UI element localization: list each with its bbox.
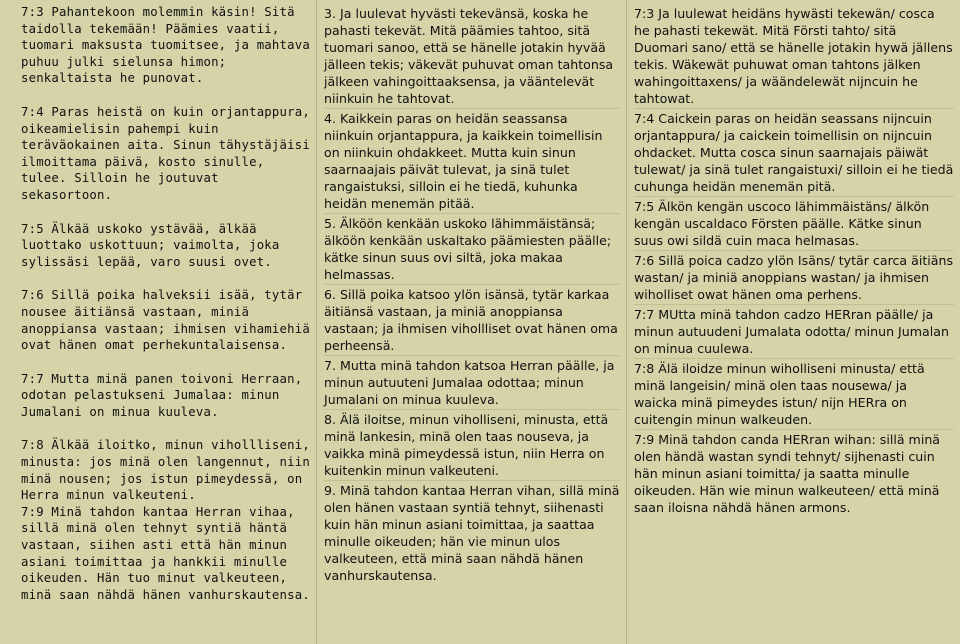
verse-7-8-modern: 7:8 Älkää iloitko, minun vihollliseni, minusta: jos minä olen langennut, niin minä nousen; jos istun pimeydessä, on Herra minun valkeuteni. <box>21 438 310 503</box>
column-1642-finnish <box>626 0 960 644</box>
verse-7-7-modern: 7:7 Mutta minä panen toivoni Herraan, odotan pelastukseni Jumalaa: minun Jumalani on minua kuuleva. <box>21 371 303 419</box>
verse-9-1776: 9. Minä tahdon kantaa Herran vihan, sillä minä olen hänen vastaan syntiä tehnyt, siihenasti kuin hän minun asiani toimittaa, ja saattaa minulle oikeuden; hän vie minun ulos valkeuteen, että minä saan nähdä hänen vanhurskautensa. <box>324 483 620 583</box>
verse-7-5-modern: 7:5 Älkää uskoko ystävää, älkää luottako uskottuun; vaimolta, joka sylissäsi lepää, varo suusi ovet. <box>21 221 280 269</box>
verse-7-1776: 7. Mutta minä tahdon katsoa Herran päälle, ja minun autuuteni Jumalaa odottaa; minun Jumalani on minua kuuleva. <box>324 356 620 410</box>
column-modern-finnish <box>0 0 316 644</box>
verse-7-4-modern: 7:4 Paras heistä on kuin orjantappura, oikeamielisin pahempi kuin teräväokainen aita. Sinun tähystäjäisi ilmoittama päivä, kosto sinulle, tulee. Silloin he joutuvat sekasortoon. <box>21 104 310 202</box>
verse-8-1776: 8. Älä iloitse, minun viholliseni, minusta, että minä lankesin, minä olen taas nouseva, ja vaikka minä pimeydessä istun, niin Herra on kuitenkin minun valkeuteni. <box>324 410 620 481</box>
verse-7-6-1642: 7:6 Sillä poica cadzo ylön Isäns/ tytär carca äitiäns wastan/ ja miniä anoppians wastan/ ja ihmisen wiholliset owat hänen oma perhens. <box>634 251 954 305</box>
verse-7-7-1642: 7:7 MUtta minä tahdon cadzo HERran päälle/ ja minun autuudeni Jumalata odotta/ minun Jumalan on minua cuulewa. <box>634 305 954 359</box>
verse-7-3-modern: 7:3 Pahantekoon molemmin käsin! Sitä taidolla tekemään! Päämies vaatii, tuomari maksusta tuomitsee, ja mahtava puhuu julki sielunsa himon; senkaltaista he punovat. <box>21 5 310 86</box>
verse-7-9-modern: 7:9 Minä tahdon kantaa Herran vihaa, sillä minä olen tehnyt syntiä häntä vastaan, siihen asti että hän minun asiani toimittaa ja hankkii minulle oikeuden. Hän tuo minut valkeuteen, minä saan nähdä hänen vanhurskautensa. <box>21 504 310 602</box>
verse-7-8-1642: 7:8 Älä iloidze minun wiholliseni minusta/ että minä langeisin/ minä olen taas nousewa/ ja waicka minä pimeydes istun/ nijn HERra on cuitengin minun walkeuden. <box>634 359 954 430</box>
verse-6-1776: 6. Sillä poika katsoo ylön isänsä, tytär karkaa äitiänsä vastaan, ja miniä anoppiansa vastaan; ja ihmisen vihollliset ovat hänen oma perheensä. <box>324 285 620 356</box>
verse-7-6-modern: 7:6 Sillä poika halveksii isää, tytär nousee äitiänsä vastaan, miniä anoppiansa vastaan; ihmisen vihamiehiä ovat hänen omat perhekuntalaisensa. <box>21 288 310 353</box>
verse-7-3-1642: 7:3 Ja luulewat heidäns hywästi tekewän/ cosca he pahasti tekewät. Mitä Försti tahto/ sitä Duomari sano/ että se hänelle jotakin hywä jällens tekis. Wäkewät puhuwat oman tahtons jälken wahingoittaxens/ ja wäändelewät nijncuin he tahtowat. <box>634 4 954 109</box>
verse-7-4-1642: 7:4 Caickein paras on heidän seassans nijncuin orjantappura/ ja caickein toimellisin on nijncuin ohdacket. Mutta cosca sinun saarnajais päiwät tulewat/ ja sinä tulet rangaistuxi/ silloin ei he tiedä cuhunga heidän menemän pitä. <box>634 109 954 197</box>
verse-5-1776: 5. Älköön kenkään uskoko lähimmäistänsä; älköön kenkään uskaltako päämiesten päälle; kätke sinun suus ovi siltä, joka makaa helmassas. <box>324 214 620 285</box>
column-1776-finnish <box>316 0 626 644</box>
verse-4-1776: 4. Kaikkein paras on heidän seassansa niinkuin orjantappura, ja kaikkein toimellisin on niinkuin ohdakkeet. Mutta kuin sinun saarnaajais päivät tulevat, ja sinä tulet rangaistuksi, silloin ei he tiedä, kuhunka heidän menemän pitää. <box>324 109 620 214</box>
verse-7-9-1642: 7:9 Minä tahdon canda HERran wihan: sillä minä olen händä wastan syndi tehnyt/ sijhenasti cuin hän minun asiani toimitta/ ja saatta minulle oikeuden. Hän wie minun walkeuteen/ että minä saan iloisna nähdä hänen armons. <box>634 432 941 515</box>
verse-7-5-1642: 7:5 Älkön kengän uscoco lähimmäistäns/ älkön kengän uscaldaco Försten päälle. Kätke sinun suus owi sildä cuin maca helmasas. <box>634 197 954 251</box>
verse-3-1776: 3. Ja luulevat hyvästi tekevänsä, koska he pahasti tekevät. Mitä päämies tahtoo, sitä tuomari sanoo, että se hänelle jotakin hyvää jälleen tekis; väkevät puhuvat oman tahtonsa jälkeen vahingoittaaksensa, ja vääntelevät niinkuin he tahtovat. <box>324 4 620 109</box>
